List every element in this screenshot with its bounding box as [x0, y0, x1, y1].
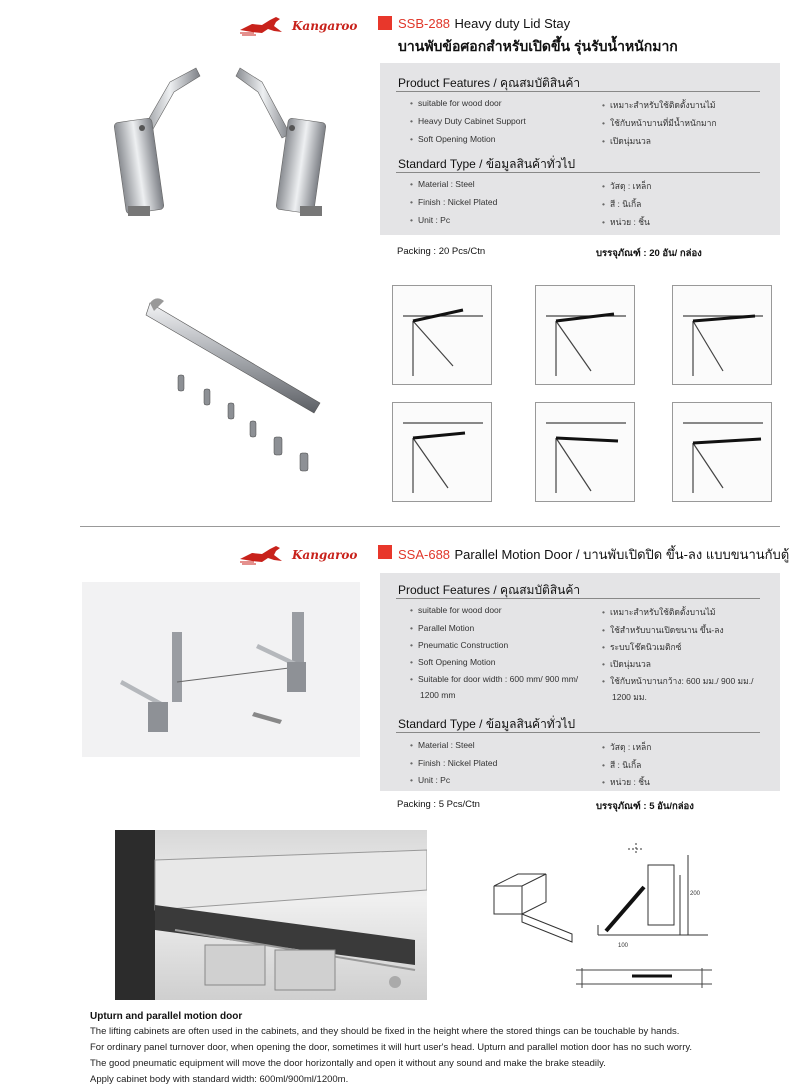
feature-item-th: • เปิดนุ่มนวล: [602, 657, 651, 671]
standard-item: • Material : Steel: [410, 740, 475, 750]
svg-text:100: 100: [618, 943, 629, 949]
feature-item: • Pneumatic Construction: [410, 640, 508, 650]
brand-name: Kangaroo: [292, 19, 358, 33]
standard-item-th: • วัสดุ : เหล็ก: [602, 740, 651, 754]
brand-logo: [238, 14, 357, 38]
product1-title-th: บานพับข้อศอกสำหรับเปิดขึ้น รุ่นรับน้ำหนักมาก: [398, 38, 678, 54]
product2-packing-th: บรรจุภัณฑ์ : 5 อัน/กล่อง: [596, 801, 694, 812]
lid-stay-image: [100, 62, 360, 232]
product1-title: [398, 15, 570, 33]
description-line: Apply cabinet body with standard width: 600ml/900ml/1200m.: [90, 1074, 349, 1085]
standard-item-th: • วัสดุ : เหล็ก: [602, 179, 651, 193]
section-divider: [80, 526, 780, 527]
svg-text:200: 200: [690, 891, 701, 897]
installation-diagram: [672, 402, 772, 502]
product1-standard-heading: Standard Type / ข้อมูลสินค้าทั่วไป: [398, 157, 576, 171]
installation-diagram: [392, 285, 492, 385]
rule: [396, 91, 760, 92]
feature-item: • suitable for wood door: [410, 98, 502, 108]
feature-item-cont: 1200 mm: [420, 690, 456, 700]
feature-item: • Suitable for door width : 600 mm/ 900 mm/: [410, 674, 578, 684]
installation-diagram: [672, 285, 772, 385]
dimension-diagram: [588, 835, 718, 955]
product1-spec-panel: [380, 63, 780, 235]
product1-packing-th: บรรจุภัณฑ์ : 20 อัน/ กล่อง: [596, 248, 702, 259]
kangaroo-icon: [238, 543, 290, 567]
product2-title-row: [398, 544, 789, 565]
product2-standard-heading: Standard Type / ข้อมูลสินค้าทั่วไป: [398, 717, 576, 731]
feature-item-th: • เหมาะสำหรับใช้ติดตั้งบานไม้: [602, 98, 715, 112]
standard-item-th: • หน่วย : ชิ้น: [602, 215, 650, 229]
parallel-hinge-image: [82, 582, 360, 757]
standard-item-th: • หน่วย : ชิ้น: [602, 775, 650, 789]
installation-diagram: [535, 402, 635, 502]
feature-item: • Soft Opening Motion: [410, 657, 495, 667]
installation-diagram: [535, 285, 635, 385]
feature-item: • Soft Opening Motion: [410, 134, 495, 144]
brand-name: Kangaroo: [292, 548, 358, 562]
product2-features-heading: Product Features / คุณสมบัติสินค้า: [398, 583, 581, 597]
standard-item: • Material : Steel: [410, 179, 475, 189]
product2-title: Parallel Motion Door / บานพับเปิดปิด ขึ้น-ลง แบบขนานกับตู้: [454, 547, 790, 562]
feature-item-th: • เหมาะสำหรับใช้ติดตั้งบานไม้: [602, 605, 715, 619]
installation-diagram: [392, 402, 492, 502]
feature-item-th: • ใช้กับหน้าบานที่มีน้ำหนักมาก: [602, 116, 716, 130]
standard-item: • Finish : Nickel Plated: [410, 197, 497, 207]
product1-packing: Packing : 20 Pcs/Ctn: [397, 246, 486, 257]
kangaroo-icon: [238, 14, 290, 38]
description-line: The good pneumatic equipment will move the door horizontally and open it without any sound and make the brake steadily.: [90, 1058, 606, 1069]
feature-item-th: • เปิดนุ่มนวล: [602, 134, 651, 148]
kitchen-photo: [115, 830, 427, 1000]
standard-item: • Unit : Pc: [410, 215, 450, 225]
feature-item: • Parallel Motion: [410, 623, 474, 633]
accessories-image: [110, 285, 340, 485]
feature-item: • suitable for wood door: [410, 605, 502, 615]
product-marker: [378, 16, 392, 30]
product2-packing: Packing : 5 Pcs/Ctn: [397, 799, 480, 810]
feature-item-th: • ใช้กับหน้าบานกว้าง: 600 มม./ 900 มม./: [602, 674, 753, 688]
rule: [396, 732, 760, 733]
brand-logo: [238, 543, 357, 567]
side-view-diagram: [572, 962, 722, 996]
product1-code: SSB-288: [398, 16, 451, 31]
product-marker: [378, 545, 392, 559]
product1-title-en: Heavy duty Lid Stay: [454, 16, 571, 31]
standard-item: • Unit : Pc: [410, 775, 450, 785]
rule: [396, 598, 760, 599]
description-line: For ordinary panel turnover door, when opening the door, sometimes it will hurt user's head. Upturn and parallel motion door has no such worry.: [90, 1042, 693, 1053]
standard-item-th: • สี : นิเกิ้ล: [602, 758, 641, 772]
product2-code: SSA-688: [398, 547, 451, 562]
description-heading: Upturn and parallel motion door: [90, 1011, 243, 1022]
product2-spec-panel: [380, 573, 780, 791]
standard-item: • Finish : Nickel Plated: [410, 758, 497, 768]
rule: [396, 172, 760, 173]
feature-item-th: • ใช้สำหรับบานเปิดขนาน ขึ้น-ลง: [602, 623, 724, 637]
description-line: The lifting cabinets are often used in the cabinets, and they should be fixed in the height where the stored things can be touchable by hands.: [90, 1026, 680, 1037]
feature-item-th: • ระบบโช๊คนิวเมติกซ์: [602, 640, 681, 654]
cabinet-diagram: [488, 868, 578, 944]
feature-item-th-cont: 1200 มม.: [612, 692, 647, 702]
feature-item: • Heavy Duty Cabinet Support: [410, 116, 526, 126]
product1-features-heading: Product Features / คุณสมบัติสินค้า: [398, 76, 581, 90]
standard-item-th: • สี : นิเกิ้ล: [602, 197, 641, 211]
